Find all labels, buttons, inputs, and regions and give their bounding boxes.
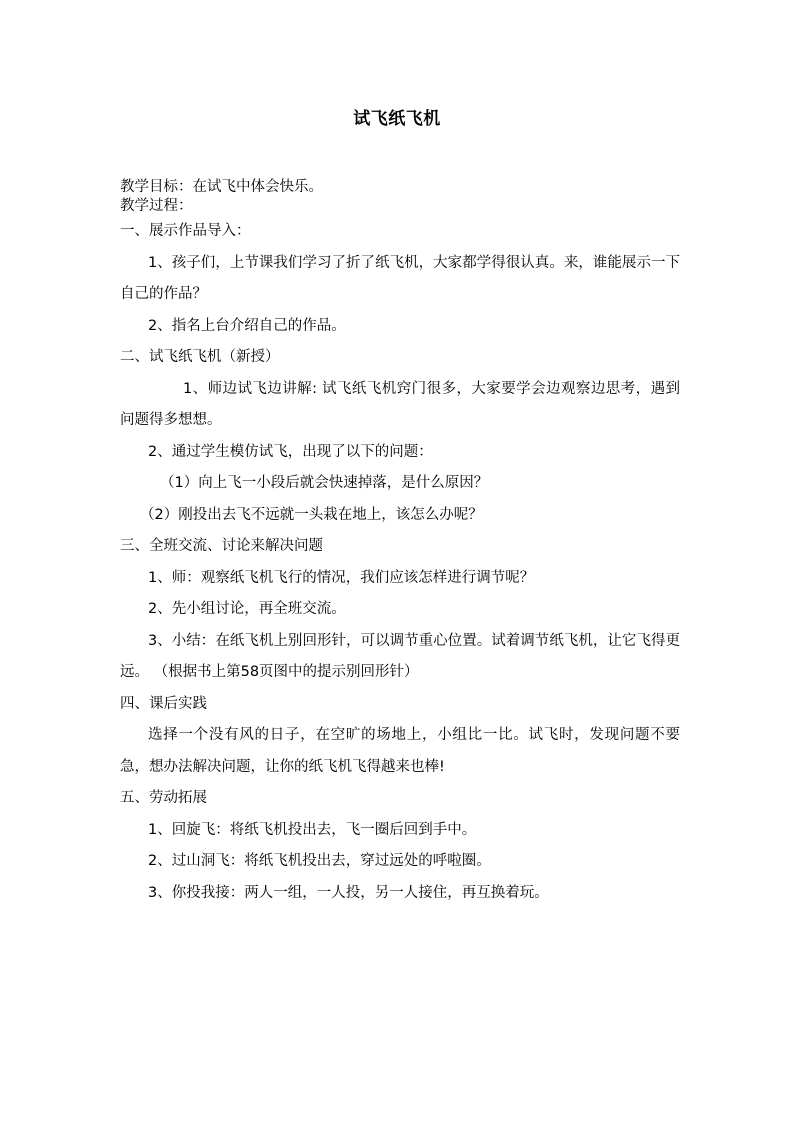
section-2-subitem-2: （2）刚投出去飞不远就一头栽在地上，该怎么办呢？ [140, 506, 483, 523]
section-1-item-2: 2、指名上台介绍自己的作品。 [148, 317, 346, 334]
section-2-heading: 二、试飞纸飞机（新授） [120, 349, 280, 365]
section-5-heading: 五、劳动拓展 [120, 790, 207, 806]
section-3-heading: 三、全班交流、讨论来解决问题 [120, 538, 323, 554]
section-5-item-2: 2、过山洞飞：将纸飞机投出去，穿过远处的呼啦圈。 [148, 853, 491, 869]
section-4-item-1: 选择一个没有风的日子，在空旷的场地上，小组比一比。试飞时，发现问题不要急，想办法解决问题，让你的纸飞机飞得越来也棒! [120, 727, 680, 775]
section-3-item-2: 2、先小组讨论，再全班交流。 [148, 601, 346, 617]
teaching-goal: 教学目标：在试飞中体会快乐。 [120, 179, 323, 195]
document-body [120, 178, 680, 909]
section-1-item-1: 1、孩子们，上节课我们学习了折了纸飞机，大家都学得很认真。来，谁能展示一下自己的作品？ [120, 254, 680, 302]
section-2-subitem-1: （1）向上飞一小段后就会快速掉落，是什么原因？ [160, 475, 489, 491]
section-3-item-3: 3、小结：在纸飞机上别回形针，可以调节重心位置。试着调节纸飞机，让它飞得更远。 （根据书上第58页图中的提示别回形针） [120, 632, 680, 680]
section-1-heading: 一、展示作品导入： [120, 223, 251, 239]
teaching-process-label: 教学过程： [120, 198, 193, 214]
section-2-item-1: 1、师边试飞边讲解: 试飞纸飞机窍门很多，大家要学会边观察边思考，遇到问题得多想想。 [120, 380, 680, 428]
section-3-item-1: 1、师：观察纸飞机飞行的情况，我们应该怎样进行调节呢？ [148, 569, 535, 586]
section-5-item-1: 1、回旋飞：将纸飞机投出去，飞一圈后回到手中。 [148, 821, 477, 838]
document-title: 试飞纸飞机 [353, 109, 441, 129]
section-4-heading: 四、课后实践 [120, 695, 207, 712]
section-5-item-3: 3、你投我接：两人一组，一人投，另一人接住，再互换着玩。 [148, 884, 549, 901]
section-2-item-2: 2、通过学生模仿试飞，出现了以下的问题： [148, 443, 433, 460]
